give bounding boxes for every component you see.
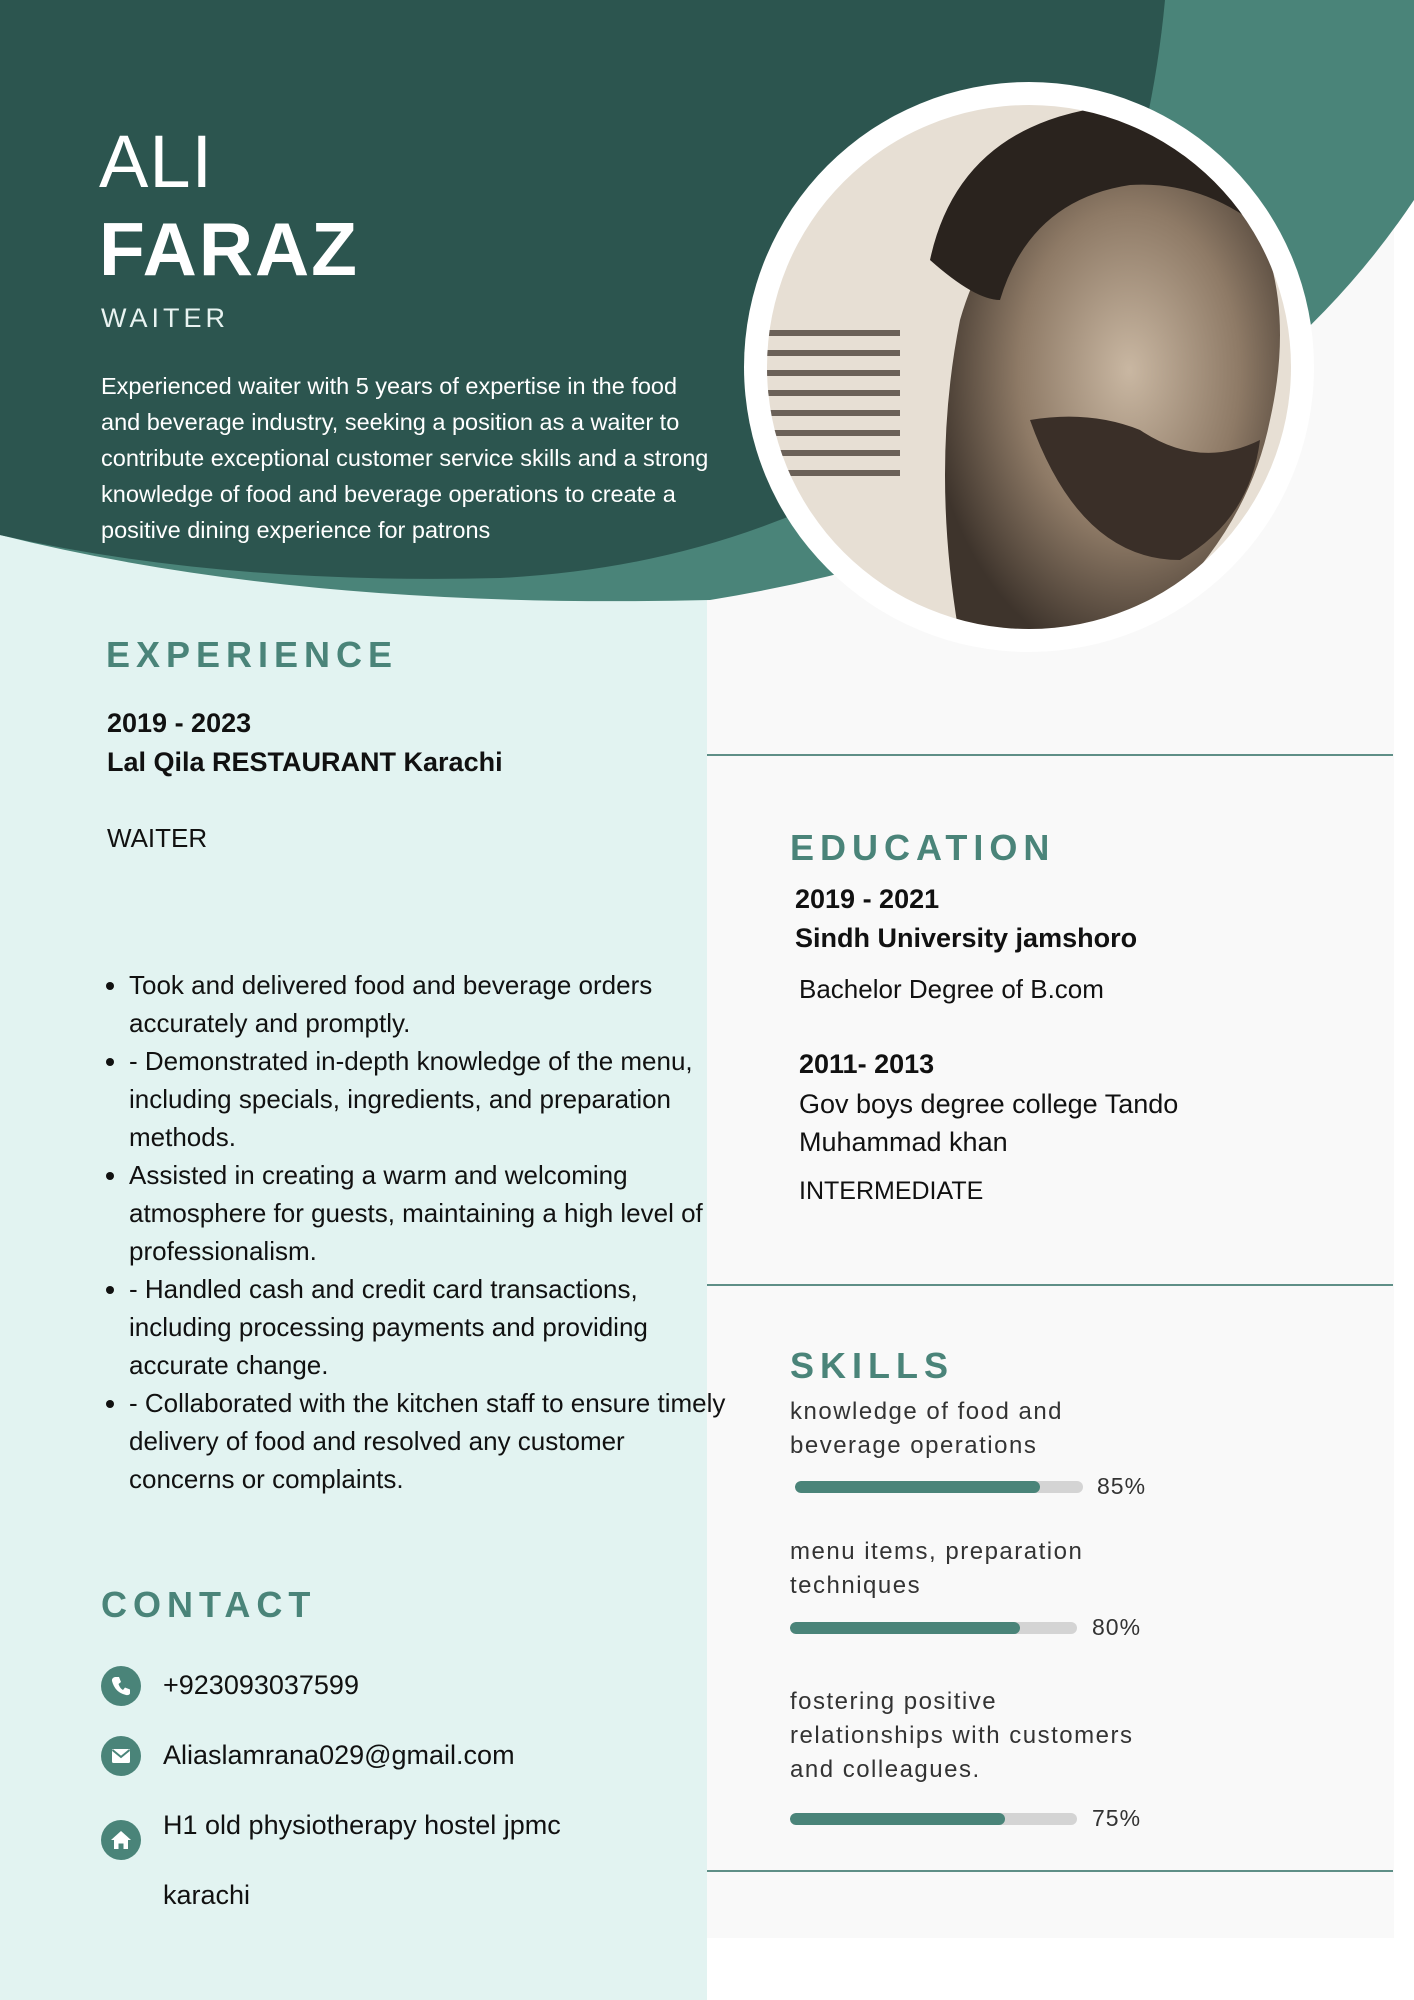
list-item: • - Handled cash and credit card transactions, including processing payments and providing accurate change. (129, 1270, 729, 1384)
list-item: • - Demonstrated in-depth knowledge of the menu, including specials, ingredients, and preparation methods. (129, 1042, 729, 1156)
skills-heading: SKILLS (790, 1345, 955, 1386)
skill-label: menu items, preparation techniques (790, 1538, 1084, 1599)
list-item: • Took and delivered food and beverage orders accurately and promptly. (129, 966, 729, 1042)
education-heading: EDUCATION (790, 827, 1056, 868)
skill-percent: 75% (1092, 1805, 1142, 1831)
education-years: 2019 - 2021 (795, 884, 940, 914)
profile-summary: Experienced waiter with 5 years of expertise in the food and beverage industry, seeking a position as a waiter to contribute exceptional customer service skills and a strong knowledge of food and beverage operations to create a positive dining experience for patrons (101, 373, 709, 543)
skill-bar-fill (790, 1622, 1020, 1634)
skill-label: knowledge of food and beverage operations (790, 1398, 1064, 1459)
education-years: 2011- 2013 (799, 1049, 935, 1079)
email-icon (101, 1736, 141, 1776)
first-name: ALI (99, 120, 214, 203)
experience-company: Lal Qila RESTAURANT Karachi (107, 747, 503, 777)
phone-icon (101, 1666, 141, 1706)
last-name: FARAZ (99, 207, 359, 291)
skill-percent: 85% (1097, 1473, 1147, 1499)
education-degree: Bachelor Degree of B.com (799, 974, 1104, 1004)
education-school: Gov boys degree college Tando Muhammad khan (799, 1089, 1179, 1157)
experience-duties (103, 966, 729, 1498)
list-item: • - Collaborated with the kitchen staff to ensure timely delivery of food and resolved any customer concerns or complaints. (129, 1384, 729, 1498)
skill-label: fostering positive relationships with customers and colleagues. (790, 1688, 1134, 1783)
list-item: • Assisted in creating a warm and welcoming atmosphere for guests, maintaining a high level of professionalism. (129, 1156, 729, 1270)
skill-bar (790, 1622, 1077, 1634)
experience-role: WAITER (107, 823, 208, 853)
job-title: WAITER (101, 303, 229, 333)
education-school: Sindh University jamshoro (795, 923, 1138, 953)
skill-bar-fill (795, 1481, 1040, 1493)
skill-bar (790, 1813, 1077, 1825)
skill-bar-fill (790, 1813, 1005, 1825)
divider (707, 1284, 1393, 1286)
contact-phone[interactable]: +923093037599 (163, 1670, 359, 1700)
header-decoration (0, 0, 1414, 720)
contact-email[interactable]: Aliaslamrana029@gmail.com (163, 1740, 515, 1770)
contact-address-line2: karachi (163, 1880, 251, 1910)
experience-heading: EXPERIENCE (106, 634, 399, 675)
skill-bar (795, 1481, 1083, 1493)
skill-percent: 80% (1092, 1614, 1142, 1640)
divider (707, 754, 1393, 756)
experience-years: 2019 - 2023 (107, 708, 252, 738)
home-icon (101, 1820, 141, 1860)
education-degree: INTERMEDIATE (799, 1177, 984, 1205)
contact-heading: CONTACT (101, 1584, 317, 1625)
divider (707, 1870, 1393, 1872)
contact-address-line1: H1 old physiotherapy hostel jpmc (163, 1810, 561, 1840)
